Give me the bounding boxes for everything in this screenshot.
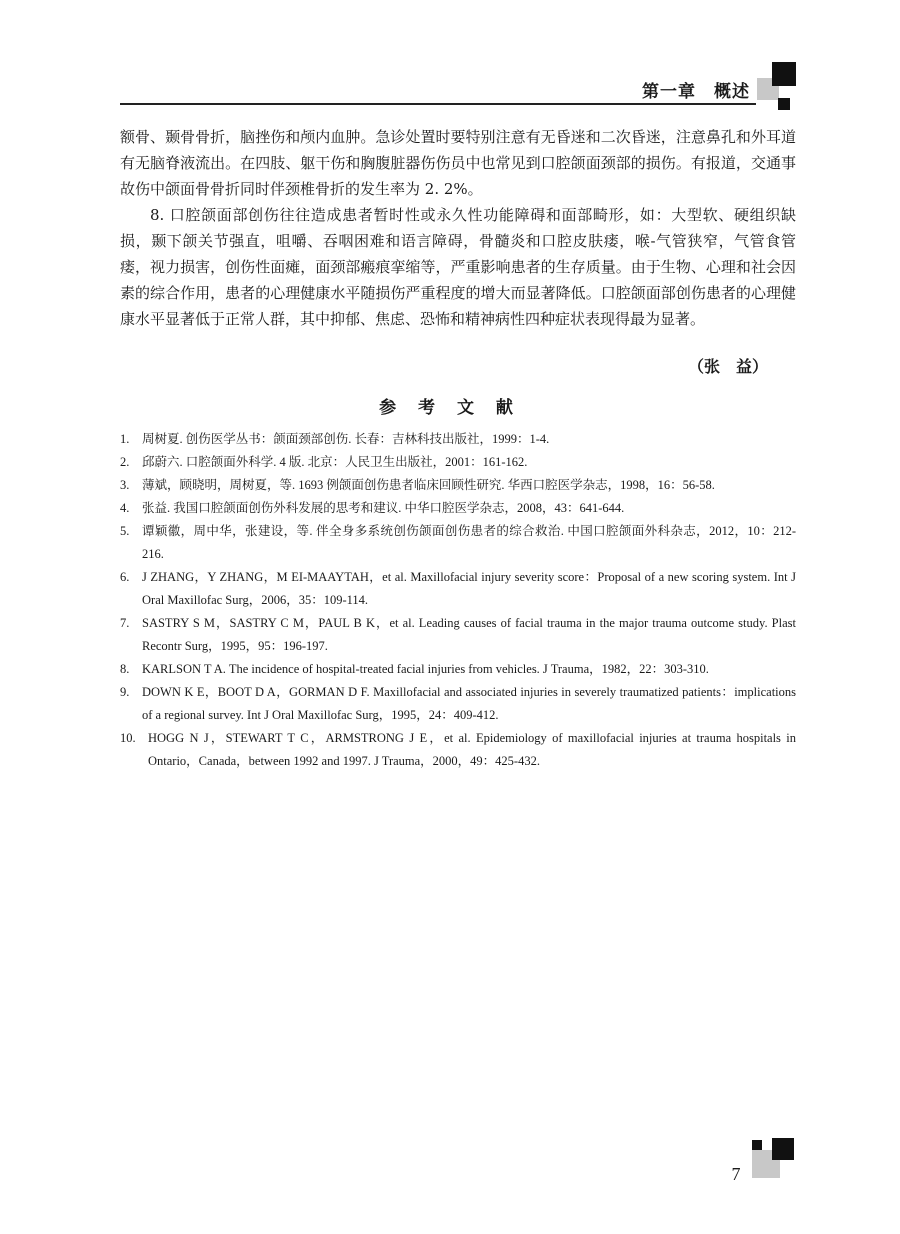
reference-text: 周树夏. 创伤医学丛书：颌面颈部创伤. 长春：吉林科技出版社，1999：1-4.	[142, 432, 550, 446]
reference-item	[120, 474, 796, 497]
body-paragraph-1: 额骨、颞骨骨折，脑挫伤和颅内血肿。急诊处置时要特别注意有无昏迷和二次昏迷，注意鼻孔和外耳道有无脑脊液流出。在四肢、躯干伤和胸腹脏器伤伤员中也常见到口腔颌面颈部的损伤。有报道，交通事故伤中颌面骨骨折同时伴颈椎骨折的发生率为 2. 2%。	[120, 128, 796, 198]
reference-list	[120, 428, 796, 773]
reference-number: 5.	[120, 524, 130, 538]
footer-square-dark-small	[752, 1140, 762, 1150]
reference-text: KARLSON T A. The incidence of hospital-treated facial injuries from vehicles. J Trauma，1982，22：303-310.	[142, 662, 709, 676]
chapter-title: 第一章 概述	[642, 82, 750, 102]
reference-number: 3.	[120, 478, 130, 492]
reference-number: 6.	[120, 570, 130, 584]
reference-item	[120, 428, 796, 451]
reference-number: 1.	[120, 432, 130, 446]
reference-text: DOWN K E，BOOT D A，GORMAN D F. Maxillofacial and associated injuries in severely traumatized patients：implications of a regional survey. Int J Oral Maxillofac Surg，1995，24：409-412.	[142, 685, 796, 722]
body-text	[120, 124, 796, 332]
reference-item	[120, 520, 796, 566]
reference-item	[120, 681, 796, 727]
header-square-dark-top	[772, 62, 796, 86]
page-number: 7	[731, 1164, 741, 1184]
reference-text: 张益. 我国口腔颌面创伤外科发展的思考和建议. 中华口腔医学杂志，2008，43：641-644.	[142, 501, 625, 515]
reference-item	[120, 451, 796, 474]
reference-number: 9.	[120, 685, 130, 699]
reference-item	[120, 612, 796, 658]
reference-item	[120, 566, 796, 612]
reference-text: 谭颖徽，周中华，张建设，等. 伴全身多系统创伤颌面创伤患者的综合救治. 中国口腔颌面外科杂志，2012，10：212-216.	[142, 524, 796, 561]
reference-number: 10.	[120, 731, 136, 745]
reference-item	[120, 658, 796, 681]
reference-number: 8.	[120, 662, 130, 676]
reference-text: HOGG N J，STEWART T C，ARMSTRONG J E，et al. Epidemiology of maxillofacial injuries at trauma hospitals in Ontario，Canada，between 1992 and 1997. J Trauma，2000，49：425-432.	[148, 731, 796, 768]
author: （张 益）	[687, 357, 768, 376]
reference-text: J ZHANG，Y ZHANG，M EI-MAAYTAH，et al. Maxillofacial injury severity score：Proposal of a new scoring system. Int J Oral Maxillofac Surg，2006，35：109-114.	[142, 570, 796, 607]
reference-text: 邱蔚六. 口腔颌面外科学. 4 版. 北京：人民卫生出版社，2001：161-162.	[142, 455, 528, 469]
reference-number: 7.	[120, 616, 130, 630]
reference-number: 4.	[120, 501, 130, 515]
body-paragraph-2: 8. 口腔颌面部创伤往往造成患者暂时性或永久性功能障碍和面部畸形，如：大型软、硬组织缺损，颞下颌关节强直，咀嚼、吞咽困难和语言障碍，骨髓炎和口腔皮肤瘘，喉-气管狭窄，气管食管瘘，视力损害，创伤性面瘫，面颈部瘢痕挛缩等，严重影响患者的生存质量。由于生物、心理和社会因素的综合作用，患者的心理健康水平随损伤严重程度的增大而显著降低。口腔颌面部创伤患者的心理健康水平显著低于正常人群，其中抑郁、焦虑、恐怖和精神病性四种症状表现得最为显著。	[120, 206, 796, 328]
header-rule	[120, 103, 756, 105]
reference-item	[120, 497, 796, 520]
header-square-dark-bottom	[778, 98, 790, 110]
reference-number: 2.	[120, 455, 130, 469]
references-title: 参 考 文 献	[379, 398, 521, 418]
reference-item	[120, 727, 796, 773]
reference-text: 薄斌，顾晓明，周树夏，等. 1693 例颌面创伤患者临床回顾性研究. 华西口腔医学杂志，1998，16：56-58.	[142, 478, 715, 492]
footer-square-dark-top	[772, 1138, 794, 1160]
reference-text: SASTRY S M，SASTRY C M，PAUL B K，et al. Leading causes of facial trauma in the major trauma outcome study. Plast Recontr Surg，1995，95：196-197.	[142, 616, 796, 653]
